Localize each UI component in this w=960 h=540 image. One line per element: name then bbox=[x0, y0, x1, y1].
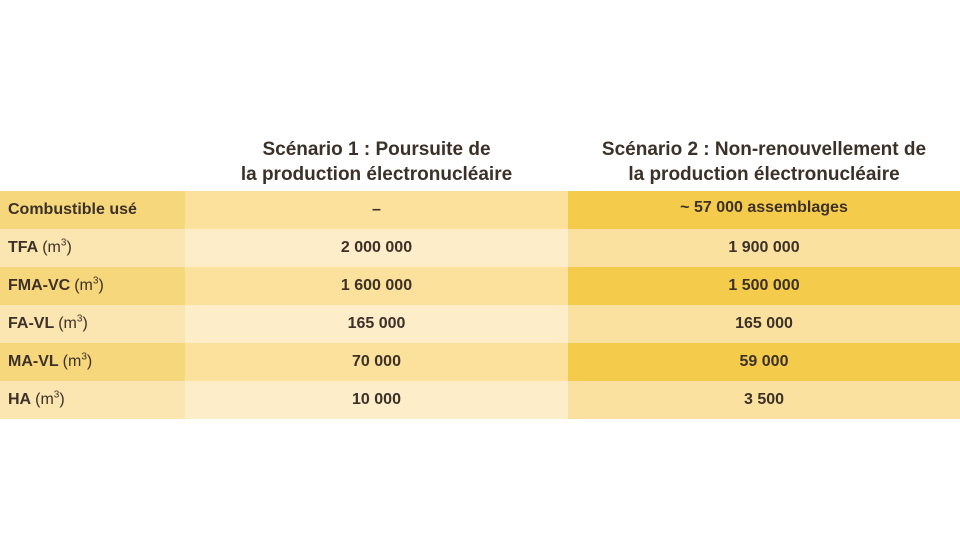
row-label bbox=[0, 381, 185, 419]
row-label bbox=[0, 229, 185, 267]
scenario-2-value: ~ 57 000 assemblages bbox=[568, 191, 960, 229]
row-unit: $(m^3)$ bbox=[62, 351, 93, 370]
scenario-1-value: 70 000 bbox=[185, 343, 568, 381]
waste-volume-table bbox=[0, 191, 960, 419]
table-row-combustible-use bbox=[0, 191, 960, 229]
row-label bbox=[0, 343, 185, 381]
table-row-fa-vl bbox=[0, 305, 960, 343]
row-label bbox=[0, 305, 185, 343]
row-unit: $(m^3)$ bbox=[42, 237, 72, 256]
scenario-2-value: 1 500 000 bbox=[568, 267, 960, 305]
scenario-2-value: 3 500 bbox=[568, 381, 960, 419]
row-unit: $(m^3)$ bbox=[35, 389, 65, 408]
scenario-1-value: 165 000 bbox=[185, 305, 568, 343]
row-label bbox=[0, 191, 185, 229]
row-label-text: Combustible usé bbox=[8, 201, 137, 218]
scenario-1-header bbox=[185, 137, 568, 187]
scenario-1-header-line-1: Scénario 1 : Poursuite de bbox=[262, 139, 491, 160]
table-row-fma-vc bbox=[0, 267, 960, 305]
scenario-2-header-line-1: Scénario 2 : Non-renouvellement de bbox=[601, 139, 927, 160]
scenario-2-value: 1 900 000 bbox=[568, 229, 960, 267]
scenario-2-value: 59 000 bbox=[568, 343, 960, 381]
scenario-2-header-line-2: la production électronucléaire bbox=[628, 164, 900, 185]
row-unit: $(m^3)$ bbox=[58, 313, 88, 332]
row-unit: $(m^3)$ bbox=[74, 275, 104, 294]
row-label-text: MA-VL bbox=[8, 353, 59, 370]
row-label-text: FA-VL bbox=[8, 315, 55, 332]
scenario-1-header-line-2: la production électronucléaire bbox=[240, 164, 513, 185]
row-label-text: FMA-VC bbox=[8, 277, 71, 294]
row-label-text: TFA bbox=[8, 239, 39, 256]
row-label bbox=[0, 267, 185, 305]
scenario-1-value: – bbox=[185, 191, 568, 229]
scenario-2-value: 165 000 bbox=[568, 305, 960, 343]
scenario-2-header bbox=[568, 137, 960, 187]
table-row-ha bbox=[0, 381, 960, 419]
scenario-1-value: 2 000 000 bbox=[185, 229, 568, 267]
row-label-text: HA bbox=[8, 391, 32, 408]
table-row-ma-vl bbox=[0, 343, 960, 381]
scenario-1-value: 1 600 000 bbox=[185, 267, 568, 305]
scenario-1-value: 10 000 bbox=[185, 381, 568, 419]
table-row-tfa bbox=[0, 229, 960, 267]
